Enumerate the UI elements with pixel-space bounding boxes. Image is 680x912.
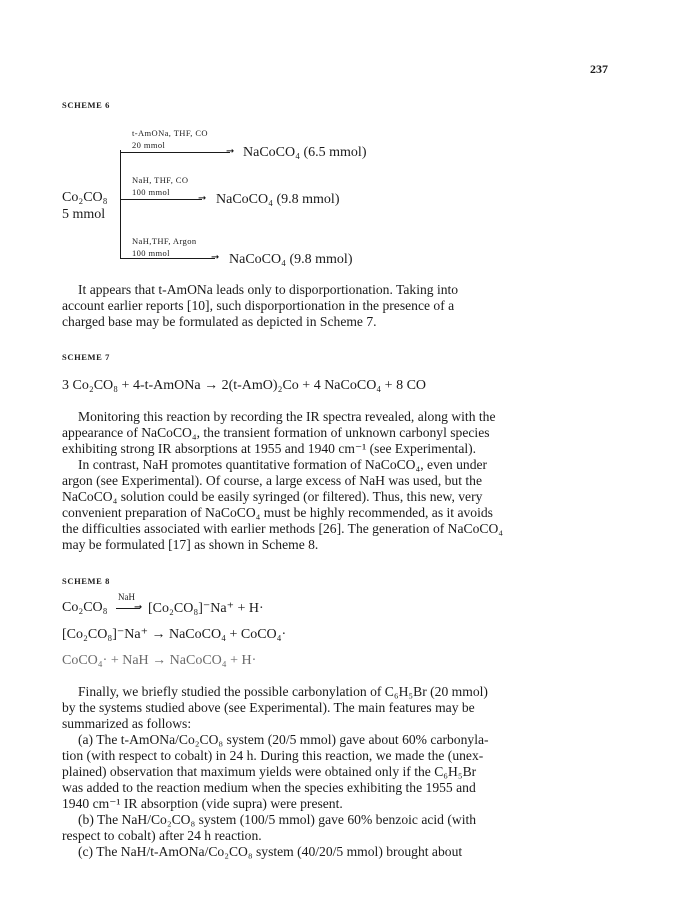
scheme6-reactant: Co₂CO₈ [62,190,108,205]
paragraph-line: (a) The t-AmONa/Co₂CO₈ system (20/5 mmol) gave about 60% carbonyla- [78,732,489,747]
paragraph-line: NaCoCO₄ solution could be easily syringed (or filtered). Thus, this new, very [62,489,483,504]
scheme6-branch2-reagents: NaH, THF, CO [132,175,189,185]
paragraph-line: summarized as follows: [62,716,192,731]
scheme6-label: SCHEME 6 [62,100,111,110]
paragraph-line: Finally, we briefly studied the possible carbonylation of C₆H₅Br (20 mmol) [78,684,488,699]
arrow-right-icon: ➞ [198,193,207,204]
paragraph-3 [62,684,622,860]
paragraph-line: appearance of NaCoCO₄, the transient formation of unknown carbonyl species [62,425,490,440]
arrow-right-icon: ➞ [134,602,143,613]
paragraph-line: may be formulated [17] as shown in Scheme 8. [62,537,319,552]
paragraph-line: respect to cobalt) after 24 h reaction. [62,828,262,843]
scheme6-reactant-amount: 5 mmol [62,207,106,222]
scheme6-branch1-amount: 20 mmol [132,140,166,150]
paragraph-line: was added to the reaction medium when the species exhibiting the 1955 and [62,780,476,795]
paragraph-line: account earlier reports [10], such disporportionation in the presence of a [62,298,455,313]
page-number: 237 [590,62,608,76]
paragraph-line: plained) observation that maximum yields were obtained only if the C₆H₅Br [62,764,477,779]
scheme6-branch1-arrow [120,152,230,153]
scheme8-eq2: [Co₂CO₈]⁻Na⁺ → NaCoCO₄ + CoCO₄· [62,627,287,642]
scheme6-branch2-product: NaCoCO₄ (9.8 mmol) [216,192,340,207]
scheme6-branch3-reagents: NaH,THF, Argon [132,236,197,246]
paragraph-line: exhibiting strong IR absorptions at 1955 and 1940 cm⁻¹ (see Experimental). [62,441,477,456]
scheme8-eq3: CoCO₄· + NaH → NaCoCO₄ + H· [62,653,257,668]
scheme6-branch2-arrow [120,199,202,200]
paragraph-line: (b) The NaH/Co₂CO₈ system (100/5 mmol) gave 60% benzoic acid (with [78,812,477,827]
scheme6-branch3-arrow [120,258,215,259]
paragraph-line: by the systems studied above (see Experimental). The main features may be [62,700,475,715]
scheme8-eq1-left: Co₂CO₈ [62,600,108,615]
scheme7-equation: 3 Co₂CO₈ + 4-t-AmONa → 2(t-AmO)₂Co + 4 NaCoCO₄ + 8 CO [62,378,427,393]
paragraph-line: (c) The NaH/t-AmONa/Co₂CO₈ system (40/20/5 mmol) brought about [78,844,463,859]
paragraph-line: the difficulties associated with earlier methods [26]. The generation of NaCoCO₄ [62,521,504,536]
paragraph-line: charged base may be formulated as depicted in Scheme 7. [62,314,377,329]
scheme6-branch3-product: NaCoCO₄ (9.8 mmol) [229,252,353,267]
scheme8-eq1-right: [Co₂CO₈]⁻Na⁺ + H· [148,601,264,616]
paragraph-line: tion (with respect to cobalt) in 24 h. During this reaction, we made the (unex- [62,748,484,763]
paragraph-line: convenient preparation of NaCoCO₄ must be highly recommended, as it avoids [62,505,493,520]
paragraph-line: 1940 cm⁻¹ IR absorption (vide supra) were present. [62,796,343,811]
scheme6-branch1-reagents: t-AmONa, THF, CO [132,128,208,138]
scheme6-branch1-product: NaCoCO₄ (6.5 mmol) [243,145,367,160]
arrow-right-icon: ➞ [211,252,220,263]
arrow-right-icon: ➞ [226,146,235,157]
scheme6-branch2-amount: 100 mmol [132,187,170,197]
paragraph-line: In contrast, NaH promotes quantitative formation of NaCoCO₄, even under [78,457,488,472]
paragraph-line: It appears that t-AmONa leads only to disporportionation. Taking into [78,282,459,297]
paragraph-line: argon (see Experimental). Of course, a large excess of NaH was used, but the [62,473,482,488]
scheme6-branch3-amount: 100 mmol [132,248,170,258]
scheme7-label: SCHEME 7 [62,352,111,362]
paragraph-2 [62,409,622,553]
scheme6-bracket [120,150,121,258]
scheme8-label: SCHEME 8 [62,576,111,586]
paragraph-line: Monitoring this reaction by recording the IR spectra revealed, along with the [78,409,496,424]
paragraph-1 [62,282,622,330]
scheme8-eq1-reagent: NaH [118,592,135,602]
